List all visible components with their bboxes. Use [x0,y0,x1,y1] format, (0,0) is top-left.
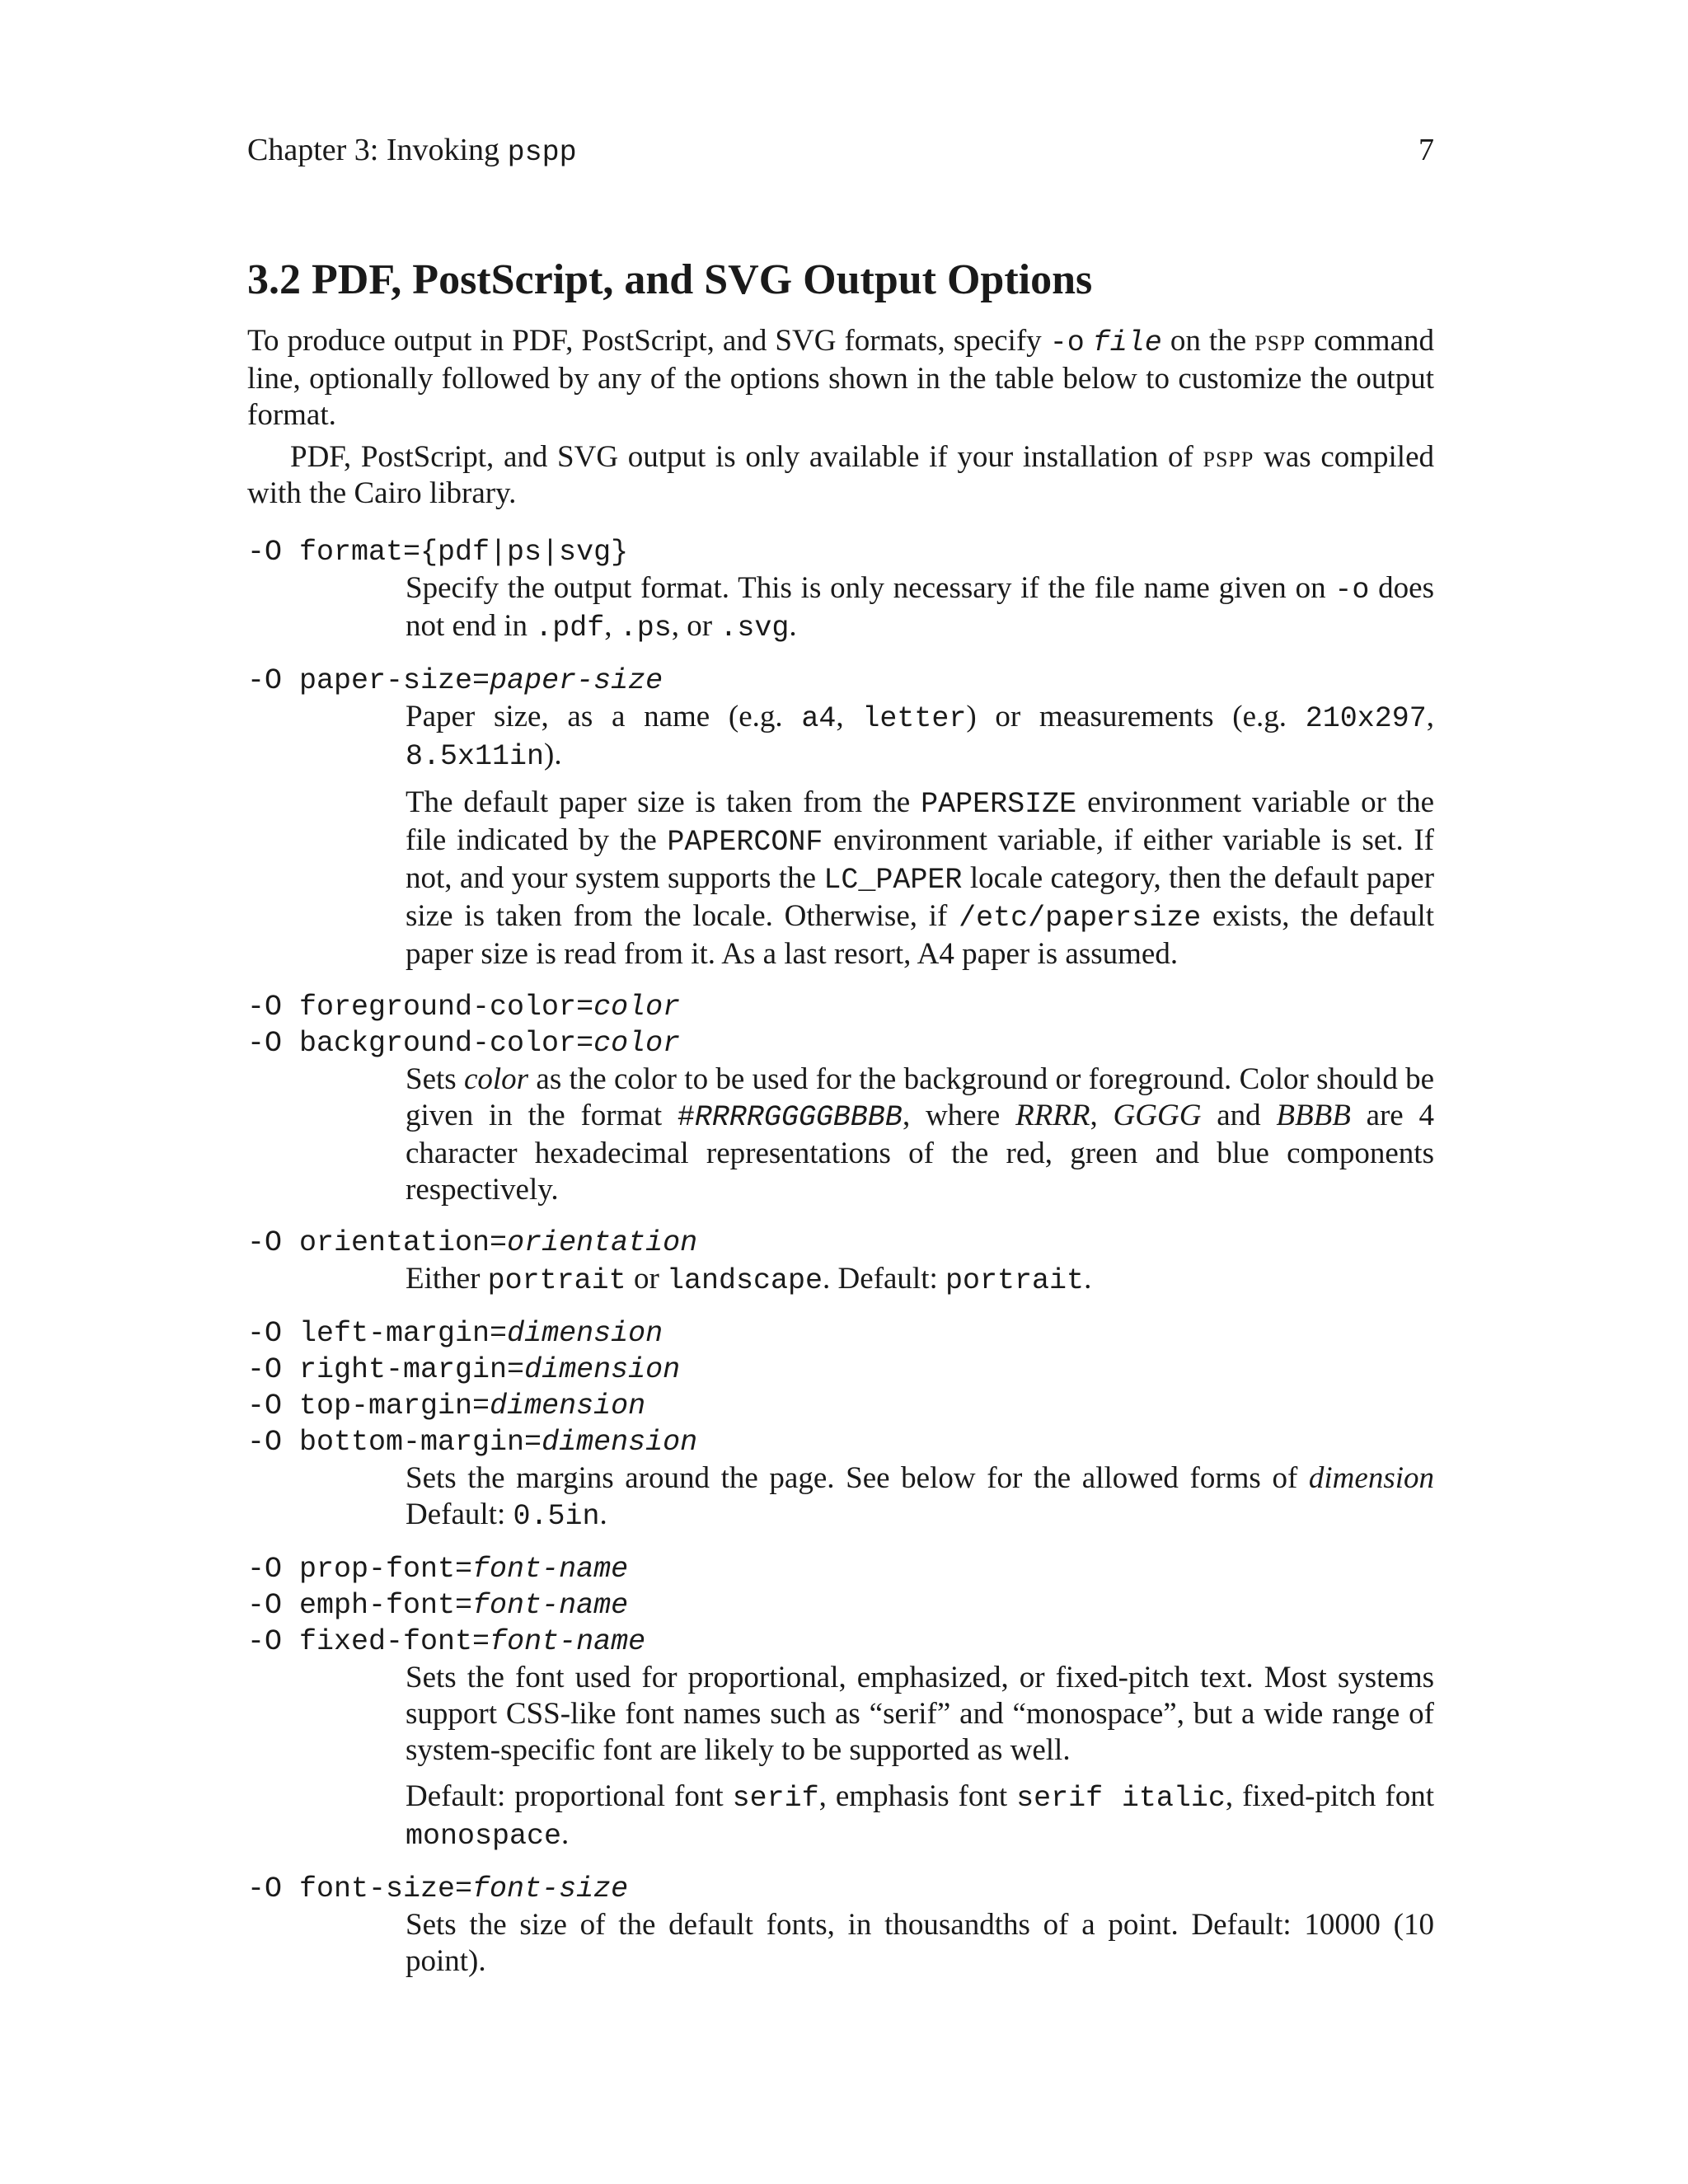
option-description [406,1460,1434,1535]
description-paragraph [406,570,1434,646]
code: PAPERCONF [667,826,823,859]
code: .pdf [535,612,605,644]
term-name: -O left-margin= [247,1317,508,1350]
option-colors [247,989,1434,1208]
term-name: -O background-color= [247,1027,594,1060]
option-margins [247,1315,1434,1535]
description-paragraph: Sets the size of the default fonts, in thousandths of a point. Default: 10000 (10 point). [406,1908,1434,1978]
term-name: -O foreground-color= [247,991,594,1024]
intro-paragraph-1 [247,323,1434,434]
term-name: -O paper-size= [247,664,490,697]
intro-text: on the [1170,324,1247,358]
text: locale category, then the default paper size is taken from the locale. Otherwise, if [406,861,1435,933]
option-orientation [247,1225,1434,1299]
option-format [247,534,1434,646]
code: serif [732,1782,819,1815]
text: Either [406,1262,481,1296]
option-term [247,663,1434,699]
option-description [406,1907,1434,1980]
text: , [604,609,612,643]
emphasis: BBBB [1276,1099,1351,1132]
text: or [633,1262,659,1296]
term-variable: dimension [507,1317,663,1350]
term-variable: dimension [542,1426,698,1459]
text: Sets the margins around the page. See below for the allowed forms of [406,1461,1298,1495]
term-name: -O bottom-margin= [247,1426,542,1459]
term-name: -O top-margin= [247,1390,490,1422]
intro-text: To produce output in PDF, PostScript, and SVG formats, specify [247,324,1042,358]
text: environment variable, if either variable is set. If not, and your system supports the [406,823,1435,895]
description-paragraph [406,1779,1434,1854]
code: letter [862,702,967,735]
option-fonts [247,1551,1434,1854]
term-name: -O prop-font= [247,1553,473,1586]
code: 210x297 [1305,702,1427,735]
text: Sets [406,1062,457,1096]
option-term [247,1388,1434,1424]
text: , or [671,609,713,643]
text: , fixed-pitch font [1225,1779,1434,1813]
term-name: -O right-margin= [247,1353,525,1386]
option-term [247,1225,1434,1261]
intro-text: PDF, PostScript, and SVG output is only available if your installation of [290,440,1193,474]
emphasis: GGGG [1113,1099,1202,1132]
description-paragraph: Sets the font used for proportional, emphasized, or fixed-pitch text. Most systems support CSS-like font names such as “serif” and “monospace”, but a wide range of system-specific font are likely to be supported as well. [406,1661,1434,1767]
text: as the color to be used for the background or foreground. Color should be given in the format [406,1062,1435,1132]
chapter-heading [247,132,577,171]
code: /etc/papersize [959,902,1202,935]
running-header [247,132,1434,171]
term-variable: orientation [507,1226,698,1259]
option-term [247,1871,1434,1907]
emphasis: dimension [1308,1461,1435,1495]
code: a4 [801,702,837,735]
option-term [247,989,1434,1025]
description-paragraph [406,1460,1434,1535]
code-option: -o [1049,326,1085,359]
text: Specify the output format. This is only necessary if the file name given on [406,571,1326,605]
text: does not end in [406,571,1434,643]
term-variable: color [593,991,681,1024]
intro-text: was compiled with the Cairo library. [247,440,1435,510]
text: , [1090,1099,1098,1132]
section-title: 3.2 PDF, PostScript, and SVG Output Options [247,256,1093,303]
text: exists, the default paper size is read from it. As a last resort, A4 paper is assumed. [406,899,1435,971]
code: PAPERSIZE [921,788,1077,821]
term-variable: font-name [472,1589,629,1622]
text: The default paper size is taken from the [406,785,911,819]
option-description [406,570,1434,646]
text: Default: proportional font [406,1779,724,1813]
text: . [1084,1262,1092,1296]
term-name: -O orientation= [247,1226,508,1259]
text: . [561,1817,570,1851]
option-term [247,1025,1434,1062]
chapter-label: Chapter 3: Invoking [247,133,500,167]
text: , emphasis font [818,1779,1008,1813]
term-name: -O emph-font= [247,1589,473,1622]
term-variable: font-name [490,1625,646,1658]
term-variable: color [593,1027,681,1060]
code: # [677,1101,695,1134]
option-description [406,1261,1434,1299]
code-variable: RRRRGGGGBBBB [694,1101,903,1134]
intro-paragraph-2 [247,439,1434,512]
term-variable: dimension [524,1353,681,1386]
text: , [836,700,844,733]
code: monospace [406,1820,562,1853]
option-term [247,1352,1434,1388]
text: ) or measurements (e.g. [966,700,1287,733]
option-term [247,1551,1434,1587]
option-description [406,1062,1434,1208]
code: .ps [619,612,672,644]
code: 8.5x11in [406,740,545,773]
text: , where [902,1099,1001,1132]
term-variable: paper-size [490,664,663,697]
option-term [247,1424,1434,1460]
code: .svg [720,612,790,644]
text: environment variable or the file indicated by the [406,785,1435,857]
options-table [247,534,1434,1996]
code: portrait [945,1264,1085,1297]
term-name: -O font-size= [247,1872,473,1905]
text: Default: [406,1497,506,1531]
option-paper-size [247,663,1434,972]
text: . [599,1497,607,1531]
emphasis: RRRR [1015,1099,1090,1132]
option-term: -O format={pdf|ps|svg} [247,536,629,569]
option-font-size [247,1871,1434,1980]
code-variable: file [1092,326,1162,359]
term-variable: font-size [472,1872,629,1905]
text: are 4 character hexadecimal representations of the red, green and blue components respectively. [406,1099,1434,1207]
code: serif italic [1016,1782,1226,1815]
description-paragraph [406,785,1434,972]
option-term [247,1587,1434,1624]
program-name: pspp [1203,440,1254,474]
option-term [247,1624,1434,1660]
code: landscape [667,1264,823,1297]
option-description [406,1660,1434,1854]
option-description [406,699,1434,972]
emphasis: color [463,1062,529,1096]
text: Paper size, as a name (e.g. [406,700,783,733]
term-variable: dimension [490,1390,646,1422]
description-paragraph [406,1062,1434,1208]
description-paragraph [406,1261,1434,1299]
chapter-code: pspp [507,136,577,169]
code: portrait [487,1264,626,1297]
text: ). [544,738,562,771]
term-name: -O fixed-font= [247,1625,490,1658]
text: . [789,609,797,643]
text: . Default: [823,1262,938,1296]
description-paragraph [406,699,1434,775]
text: and [1217,1099,1261,1132]
code: -o [1334,574,1370,607]
code: LC_PAPER [823,864,963,897]
term-variable: font-name [472,1553,629,1586]
option-term [247,1315,1434,1352]
intro-text: command line, optionally followed by any of the options shown in the table below to customize the output format. [247,324,1435,432]
program-name: pspp [1254,324,1306,358]
page-number: 7 [1418,133,1434,167]
code: 0.5in [513,1500,600,1533]
text: , [1426,700,1434,733]
